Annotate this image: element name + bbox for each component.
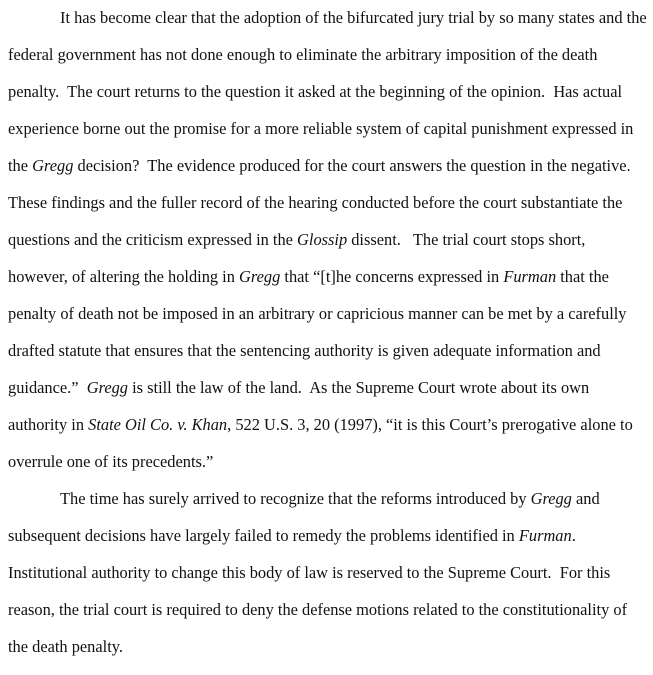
text-line xyxy=(60,8,647,28)
text-line xyxy=(8,304,627,324)
text: subsequent decisions have largely failed to remedy the problems identified in xyxy=(8,526,519,545)
case-name: Gregg xyxy=(530,489,572,508)
text-line xyxy=(8,267,609,287)
text-line xyxy=(8,637,123,657)
text-line xyxy=(8,378,589,398)
text: that the xyxy=(556,267,609,286)
text: however, of altering the holding in xyxy=(8,267,240,286)
text: that “[t]he concerns expressed in xyxy=(280,267,504,286)
text: experience borne out the promise for a more reliable system of capital punishment expressed in xyxy=(8,119,634,138)
text-line xyxy=(8,82,622,102)
text: It has become clear that the adoption of the bifurcated jury trial by so many states and the xyxy=(60,8,647,27)
case-name: State Oil Co. v. Khan xyxy=(88,415,228,434)
text: penalty of death not be imposed in an arbitrary or capricious manner can be met by a carefully xyxy=(8,304,627,323)
text: , 522 U.S. 3, 20 (1997), “it is this Court’s prerogative alone to xyxy=(227,415,633,434)
text: guidance.” xyxy=(8,378,87,397)
text-line xyxy=(8,600,627,620)
text-line xyxy=(60,489,600,509)
text: The time has surely arrived to recognize that the reforms introduced by xyxy=(60,489,531,508)
text: drafted statute that ensures that the sentencing authority is given adequate information and xyxy=(8,341,601,360)
case-name: Furman xyxy=(503,267,557,286)
text: decision? The evidence produced for the court answers the question in the negative. xyxy=(73,156,631,175)
text-line xyxy=(8,563,610,583)
text: the xyxy=(8,156,33,175)
text-line xyxy=(8,156,631,176)
case-name: Gregg xyxy=(86,378,129,397)
text-line xyxy=(8,45,597,65)
text-line xyxy=(8,415,633,435)
text-line xyxy=(8,341,601,361)
text: questions and the criticism expressed in the xyxy=(8,230,298,249)
text: reason, the trial court is required to deny the defense motions related to the constitutionality of xyxy=(8,600,628,619)
text-line xyxy=(8,452,213,472)
case-name: Gregg xyxy=(32,156,74,175)
text-line xyxy=(8,526,576,546)
text-line xyxy=(8,193,622,213)
text: authority in xyxy=(8,415,89,434)
text: These findings and the fuller record of the hearing conducted before the court substantiate the xyxy=(8,193,623,212)
text: . xyxy=(571,526,576,545)
text: the death penalty. xyxy=(8,637,123,656)
text: overrule one of its precedents.” xyxy=(8,452,214,471)
text-line xyxy=(8,230,585,250)
text: penalty. The court returns to the question it asked at the beginning of the opinion. Has actual xyxy=(8,82,623,101)
case-name: Glossip xyxy=(297,230,348,249)
text: and xyxy=(571,489,600,508)
case-name: Furman xyxy=(518,526,572,545)
text-line xyxy=(8,119,633,139)
text: federal government has not done enough to eliminate the arbitrary imposition of the death xyxy=(8,45,598,64)
text: Institutional authority to change this body of law is reserved to the Supreme Court. For this xyxy=(8,563,611,582)
case-name: Gregg xyxy=(239,267,281,286)
text: dissent. The trial court stops short, xyxy=(347,230,586,249)
text: is still the law of the land. As the Supreme Court wrote about its own xyxy=(128,378,590,397)
